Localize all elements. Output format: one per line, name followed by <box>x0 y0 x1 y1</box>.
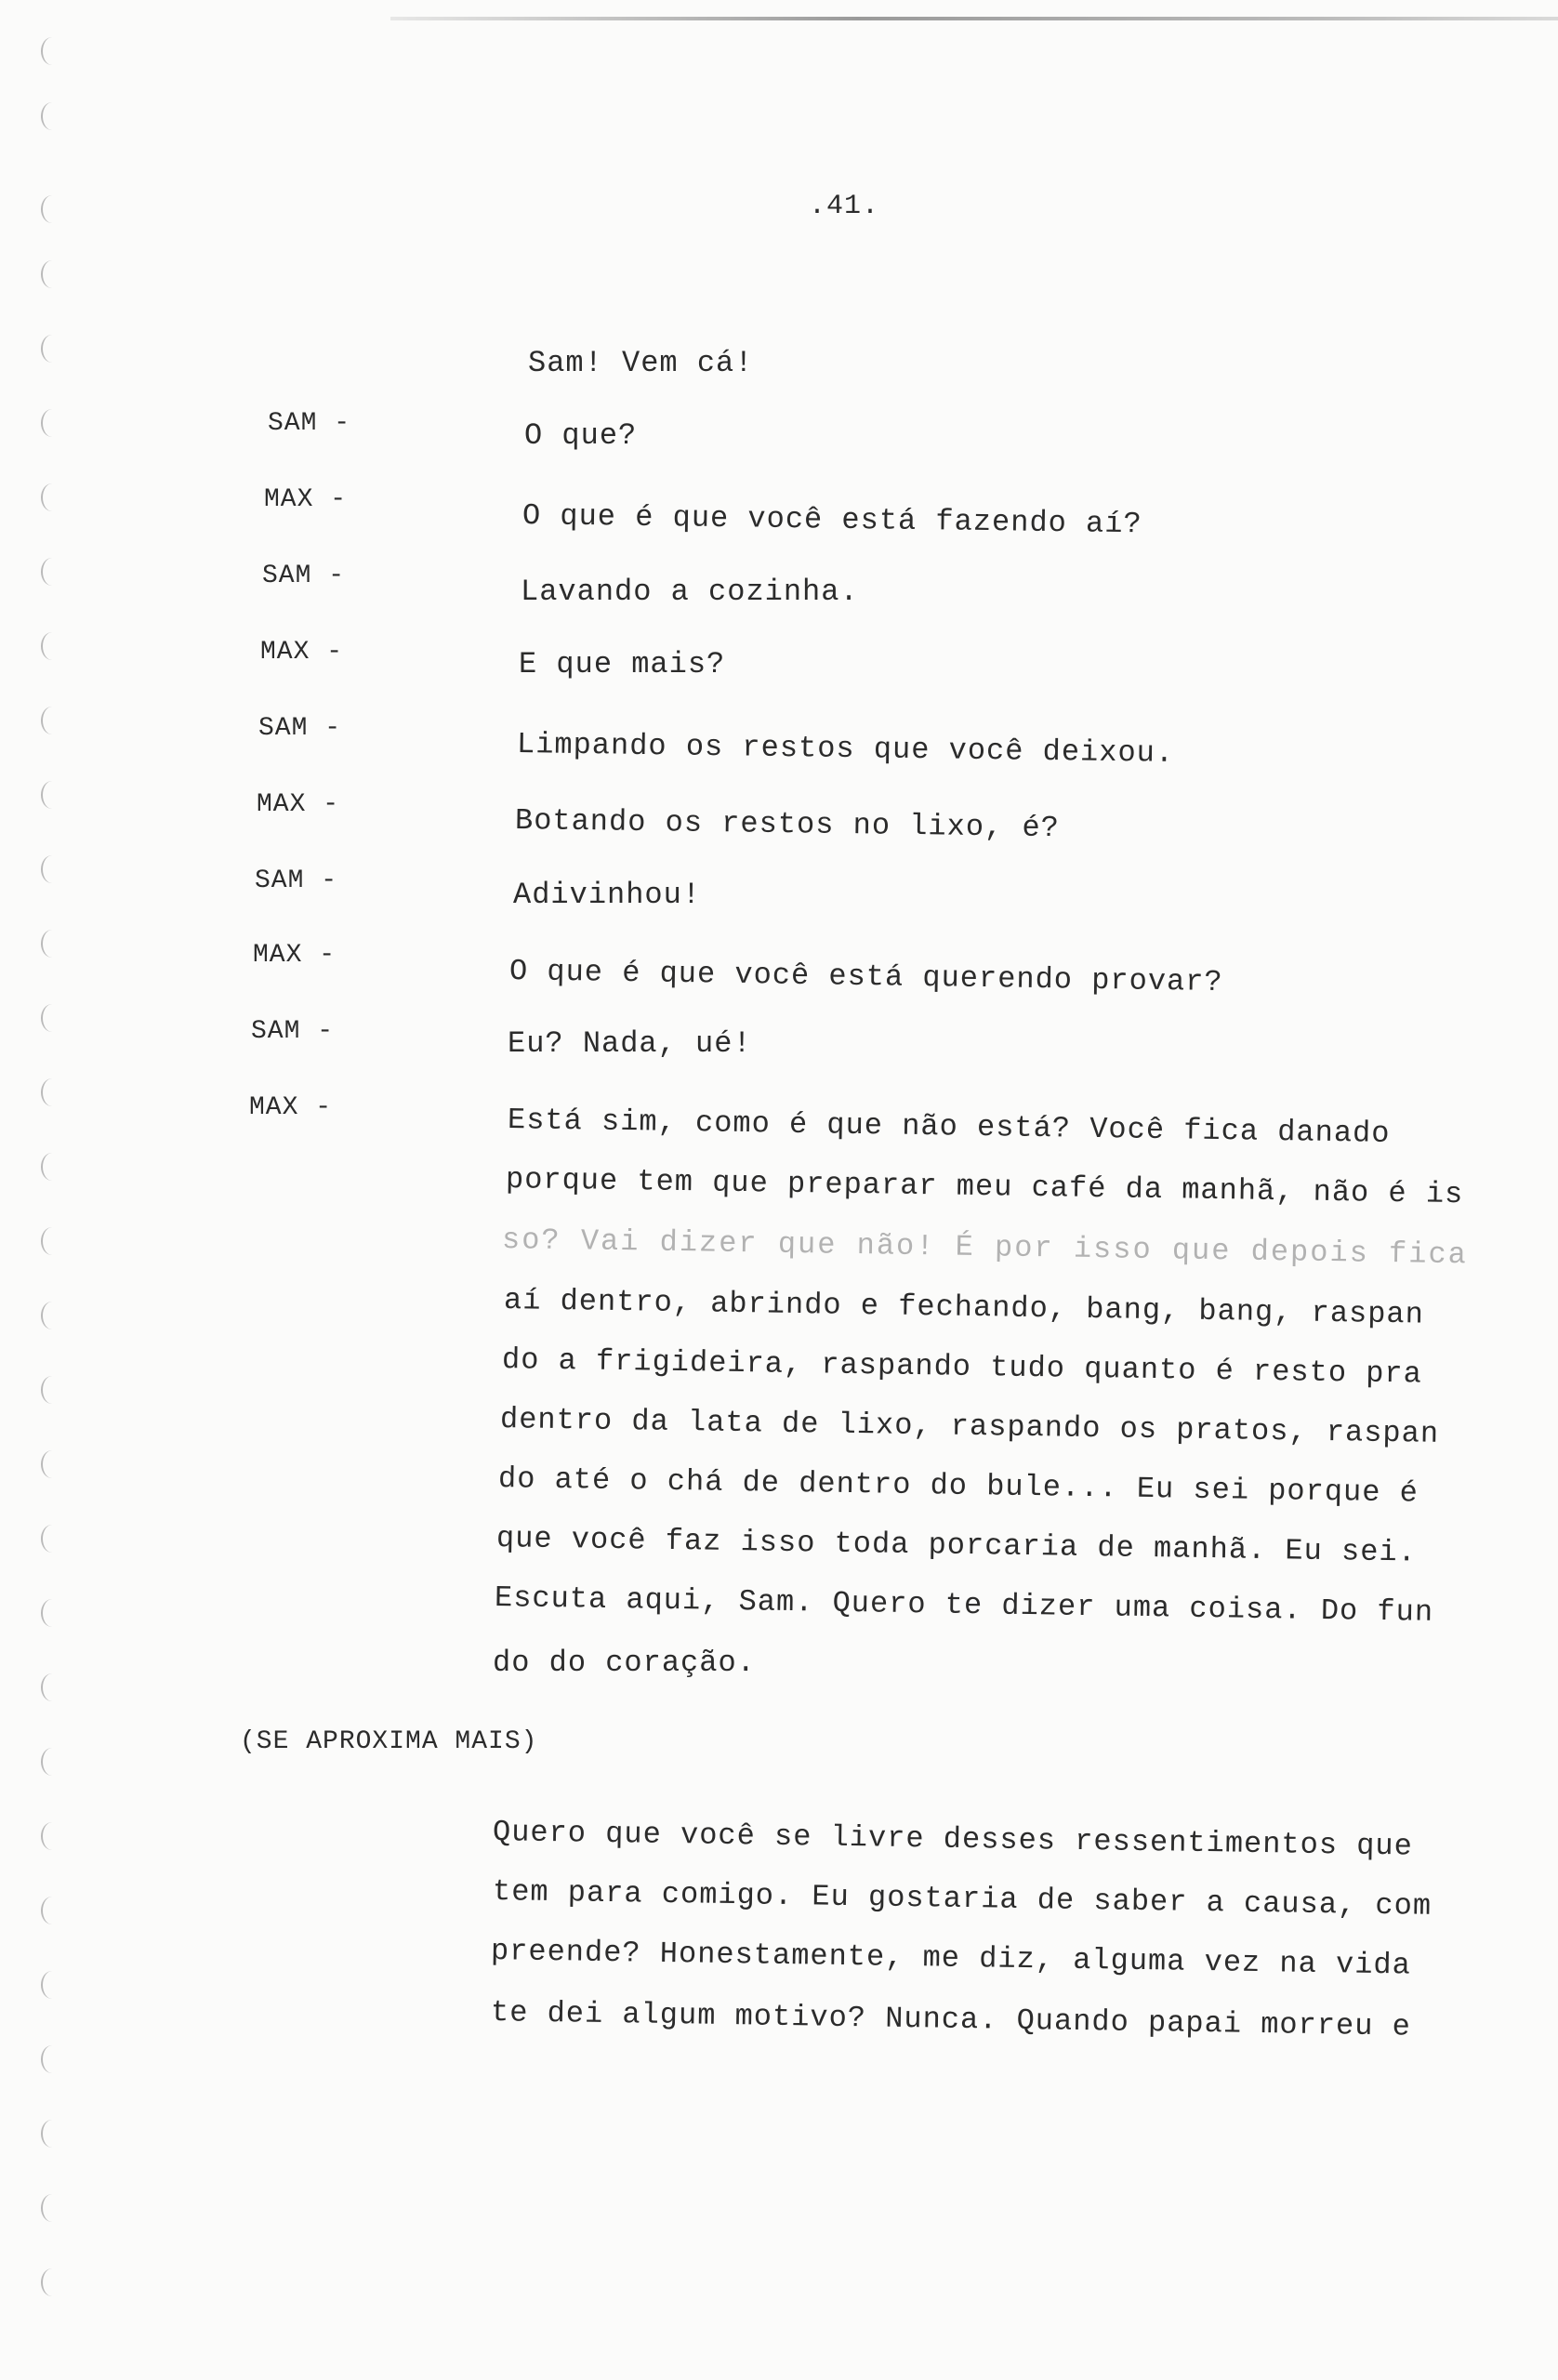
speech-line: do a frigideira, raspando tudo quanto é resto pra <box>501 1342 1423 1392</box>
speaker-label: SAM - <box>251 1017 335 1046</box>
speech-line: te dei algum motivo? Nunca. Quando papai morreu e <box>490 1995 1412 2044</box>
speaker-label: SAM - <box>258 714 342 743</box>
punch-hole-margin <box>0 0 74 2380</box>
speech-line: dentro da lata de lixo, raspando os pratos, raspan <box>499 1402 1440 1451</box>
speaker-label: MAX - <box>260 638 344 667</box>
stage-direction: (SE APROXIMA MAIS) <box>240 1727 538 1756</box>
dialogue-line: O que? <box>524 418 638 453</box>
dialogue-line: E que mais? <box>519 647 726 681</box>
speaker-label: SAM - <box>262 562 346 590</box>
dialogue-line: Limpando os restos que você deixou. <box>516 727 1175 771</box>
speaker-label: MAX - <box>264 485 348 514</box>
speech-line: do do coração. <box>493 1646 756 1680</box>
page-top-edge <box>390 17 1558 20</box>
speech-line: Escuta aqui, Sam. Quero te dizer uma coisa. Do fun <box>494 1580 1434 1630</box>
dialogue-line: O que é que você está querendo provar? <box>508 954 1223 1000</box>
speaker-label: MAX - <box>249 1093 333 1122</box>
speaker-label: MAX - <box>257 790 340 819</box>
speaker-label: SAM - <box>268 409 351 438</box>
dialogue-line: Botando os restos no lixo, é? <box>514 803 1061 846</box>
dialogue-line: Adivinhou! <box>513 878 702 912</box>
speech-line: preende? Honestamente, me diz, alguma vez na vida <box>490 1934 1412 1983</box>
dialogue-line: O que é que você está fazendo aí? <box>522 498 1142 542</box>
speech-line: porque tem que preparar meu café da manhã, não é is <box>505 1162 1464 1212</box>
speech-line: que você faz isso toda porcaria de manhã. Eu sei. <box>495 1521 1418 1570</box>
opening-line: Sam! Vem cá! <box>528 346 754 380</box>
speaker-label: SAM - <box>255 866 338 895</box>
speech-line: aí dentro, abrindo e fechando, bang, bang, raspan <box>503 1283 1425 1332</box>
page-number: .41. <box>809 191 880 222</box>
speech-line: do até o chá de dentro do bule... Eu sei porque é <box>497 1461 1419 1511</box>
dialogue-line: Eu? Nada, ué! <box>508 1026 752 1061</box>
dialogue-line: Lavando a cozinha. <box>521 575 859 609</box>
speech-line: Está sim, como é que não está? Você fica danado <box>507 1103 1391 1151</box>
speaker-label: MAX - <box>253 941 337 970</box>
speech-line: Quero que você se livre desses ressentimentos que <box>492 1815 1414 1864</box>
speech-line: tem para comigo. Eu gostaria de saber a causa, com <box>492 1874 1433 1924</box>
smudged-speech-line: so? Vai dizer que não! É por isso que depois fica <box>501 1223 1469 1273</box>
